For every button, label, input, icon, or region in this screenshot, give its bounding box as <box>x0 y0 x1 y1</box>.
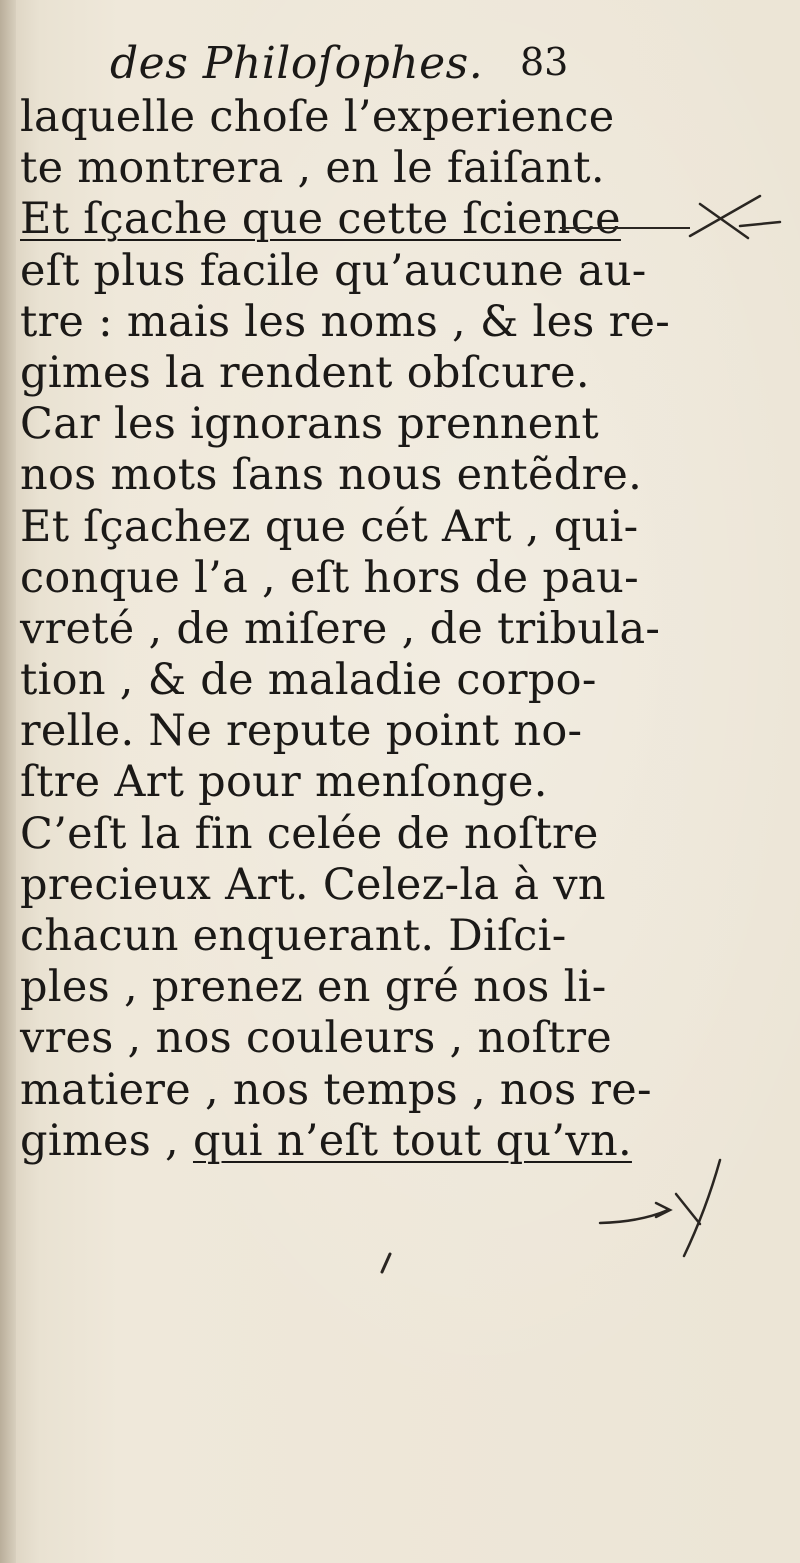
text-line: matiere , nos temps , nos re- <box>20 1064 652 1115</box>
y-mark-icon <box>676 1160 720 1256</box>
text-line: ples , prenez en gré nos li- <box>20 962 607 1013</box>
text-line: nos mots ſans nous entẽdre. <box>20 450 643 501</box>
page-gutter <box>0 0 16 1563</box>
text-line: laquelle choſe l’experience <box>20 92 615 142</box>
body-text <box>20 92 680 1167</box>
text-line-last <box>20 1116 680 1167</box>
text-line-underlined: Et ſçache que cette ſcience <box>20 194 621 245</box>
text-line: gimes la rendent obſcure. <box>20 347 590 398</box>
page-number: 83 <box>520 40 569 84</box>
text-line: eſt plus facile qu’aucune au- <box>20 245 647 296</box>
text-line: tion , & de maladie corpo- <box>20 655 597 706</box>
ink-stroke-mark <box>382 1254 390 1272</box>
last-line-underlined: qui n’eſt tout qu’vn. <box>192 1115 632 1166</box>
text-line: precieux Art. Celez-la à vn <box>20 859 606 910</box>
x-mark-icon <box>690 196 780 238</box>
text-line: conque l’a , eſt hors de pau- <box>20 552 639 603</box>
text-line: tre : mais les noms , & les re- <box>20 296 671 347</box>
text-line: vreté , de miſere , de tribula- <box>20 603 661 654</box>
text-line: C’eſt la fin celée de noſtre <box>20 808 599 859</box>
page-header <box>110 38 610 98</box>
text-line: Et ſçachez que cét Art , qui- <box>20 501 639 552</box>
text-line: relle. Ne repute point no- <box>20 706 583 757</box>
text-line: vres , nos couleurs , noſtre <box>20 1013 613 1064</box>
text-line: chacun enquerant. Diſci- <box>20 911 567 961</box>
text-line: Car les ignorans prennent <box>20 399 600 450</box>
last-line-lead: gimes , <box>20 1115 193 1166</box>
running-title: des Philoſophes. <box>110 38 484 89</box>
arrow-mark-icon <box>600 1203 670 1223</box>
text-line: te montrera , en le faiſant. <box>20 143 605 194</box>
text-line: ſtre Art pour menſonge. <box>20 757 548 808</box>
